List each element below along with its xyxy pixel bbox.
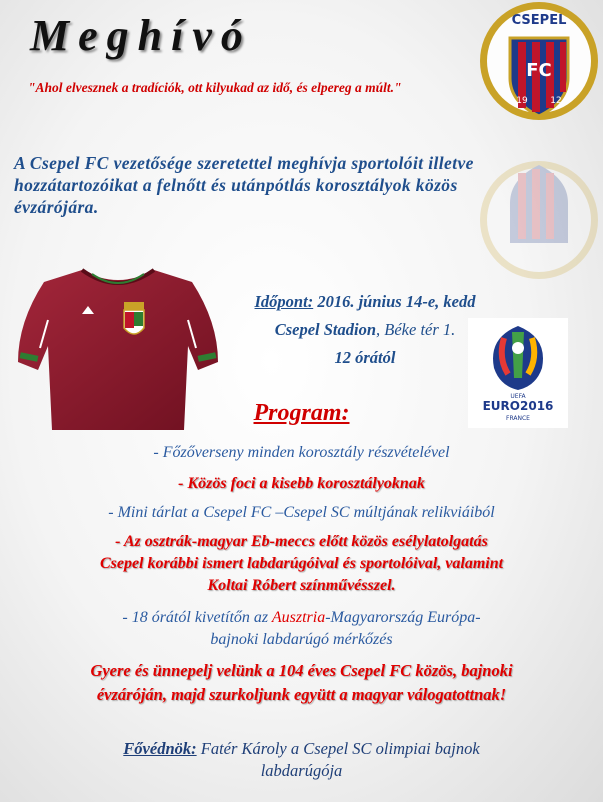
euro-title-text: EURO2016 [482,399,554,413]
patron-text-2: labdarúgója [260,761,343,780]
page-title: Meghívó [30,11,252,60]
crest-year-left: 19 [516,96,528,106]
euro-country-text: FRANCE [506,415,530,422]
closing-line-1: Gyere és ünnepelj velünk a 104 éves Csepel FC közös, bajnoki [90,661,513,680]
program-item-2: - Közös foci a kisebb korosztályoknak [178,475,425,492]
patron-block [0,738,603,782]
patron-label: Fővédnök: [123,739,197,758]
csepel-fc-crest [478,0,600,125]
program-item-5-lead: - 18 órától kivetítőn az [122,609,269,626]
crest-year-right: 12 [550,96,562,106]
program-item-3: - Mini tárlat a Csepel FC –Csepel SC múltjának relikviáiból [108,504,495,521]
program-item-5-rest: -Magyarország Európa- [325,609,481,626]
program-item-4-line-1: - Az osztrák-magyar Eb-meccs előtt közös esélylatolgatás [115,533,488,550]
patron-text: Fatér Károly a Csepel SC olimpiai bajnok [196,739,480,758]
program-item-1: - Főzőverseny minden korosztály részvételével [153,444,450,461]
event-address: , Béke tér 1. [376,320,456,339]
crest-center-text: FC [526,60,552,81]
program-item-4-line-3: Koltai Róbert színművésszel. [207,577,396,594]
euro-uefa-text: UEFA [510,393,526,400]
closing-line-2: évzáróján, majd szurkoljunk együtt a magyar válogatottnak! [96,685,507,704]
event-venue: Csepel Stadion [274,320,377,339]
event-date: 2016. június 14-e, kedd [317,292,476,311]
time-label: Időpont: [254,292,314,311]
intro-text: A Csepel FC vezetősége szeretettel meghívja sportolóit illetve hozzátartozóikat a felnőtt és utánpótlás korosztályok közös évzárójára. [14,153,474,217]
event-start: 12 órától [334,348,396,367]
program-heading: Program: [253,400,350,426]
program-item-4-line-2: Csepel korábbi ismert labdarúgóival és sportolóival, valamint [99,555,504,572]
program-item-5-line-2: bajnoki labdarúgó mérkőzés [210,631,393,648]
program-item-5-austria: Ausztria [271,609,326,626]
crest-top-text: CSEPEL [511,13,567,28]
motto-quote: "Ahol elvesznek a tradíciók, ott kilyukad az idő, és elpereg a múlt." [28,80,402,95]
program-item-5-line-1 [0,608,603,628]
